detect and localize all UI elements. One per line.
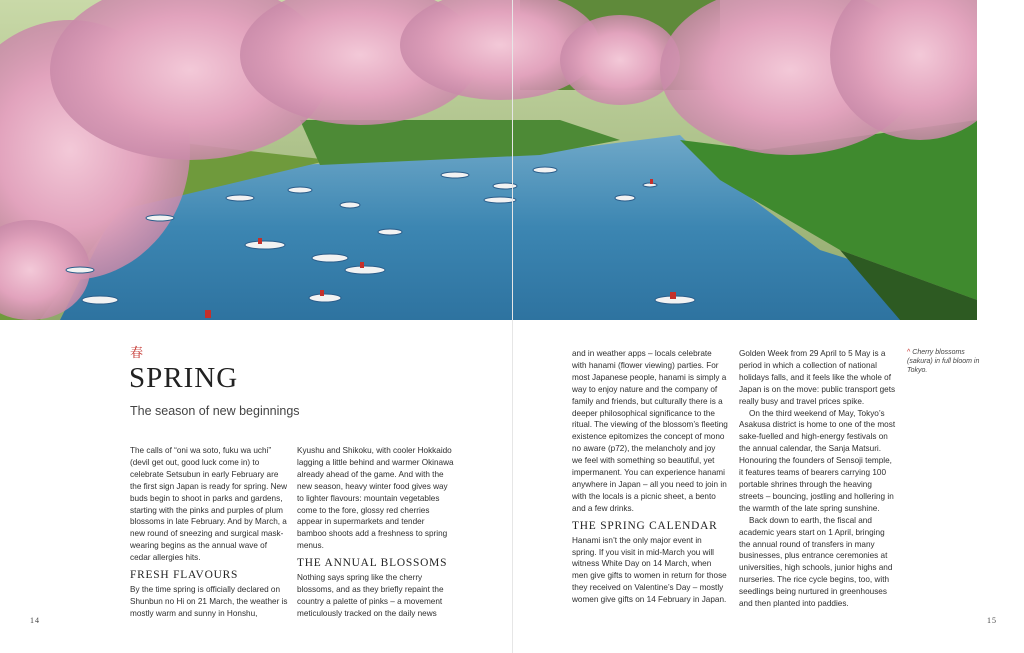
heading-spring-calendar: THE SPRING CALENDAR xyxy=(572,519,718,532)
page-gutter xyxy=(512,0,513,653)
caption-arrow-icon: ^ xyxy=(907,349,911,356)
photo-caption xyxy=(907,348,989,375)
paragraph: Hanami isn’t the only major event in spring. If you visit in mid-March you will witness White Day on 14 March, when men give gifts to women in return for those they received on Valentine’s Day – mostly women give gifts on 14 February in Japan. xyxy=(572,535,727,605)
section-title: SPRING xyxy=(129,362,239,394)
heading-fresh-flavours: FRESH FLAVOURS xyxy=(130,569,239,582)
paragraph: The calls of “oni wa soto, fuku wa uchi” (devil get out, good luck come in) to celebrate Setsubun in early February are the first sign Japan is ready for spring. New buds begin to shoot in parks and gardens, starting with the pinks and purples of plum blossoms in late February. And by March, a new round of sneezing and surgical mask-wearing begins as the annual wave of cedar allergies hits. xyxy=(130,446,287,563)
paragraph: Back down to earth, the fiscal and academic years start on 1 April, bringing the annual round of transfers in many businesses, plus entrance ceremonies at universities, high schools, junior highs and nurseries. The rice cycle begins, too, with seedlings being nurtured in greenhouses and then planted into paddies. xyxy=(739,515,893,609)
page-number-left: 14 xyxy=(30,616,40,625)
caption-text: Cherry blossoms (sakura) in full bloom in Tokyo. xyxy=(907,349,980,374)
paragraph: On the third weekend of May, Tokyo’s Asakusa district is home to one of the most sake-fuelled and high-energy festivals on the annual calendar, the Sanja Matsuri. Honouring the founders of Sensoji temple, it features teams of bearers carrying 100 portable shrines through the heaving streets – bouncing, jostling and hollering in the warmth of the late spring sunshine. xyxy=(739,408,896,513)
paragraph: Nothing says spring like the cherry blossoms, and as they briefly repaint the country a palette of pinks – a movement meticulously tracked on the daily news xyxy=(297,573,444,618)
section-subtitle: The season of new beginnings xyxy=(130,404,300,418)
paragraph: By the time spring is officially declared on Shunbun no Hi on 21 March, the weather is mostly warm and sunny in Honshu, xyxy=(130,584,288,618)
paragraph: and in weather apps – locals celebrate with hanami (flower viewing) parties. For most Japanese people, hanami is simply a way to enjoy nature and the company of family and friends, but culturally there is a deeper philosophical significance to the ritual. The viewing of the blossom’s fleeting existence epitomizes the concept of mono no aware (p72), the melancholy and joy we feel with something so beautiful, yet impermanent. You can experience hanami anywhere in Japan – all you need to join in with the locals is a picnic sheet, a bento and a few drinks. xyxy=(572,349,728,513)
heading-annual-blossoms: THE ANNUAL BLOSSOMS xyxy=(297,557,448,570)
page-number-right: 15 xyxy=(987,616,997,625)
paragraph: Kyushu and Shikoku, with cooler Hokkaido lagging a little behind and warmer Okinawa already ahead of the game. And with the new season, heavy winter food gives way to lighter flavours: mountain vegetables come to the fore, glossy red cherries appear in supermarkets and tender bamboo shoots add a freshness to spring menus. xyxy=(297,446,454,551)
section-kanji: 春 xyxy=(130,346,144,361)
text-column-4 xyxy=(739,348,897,610)
cherry-blossom-photo xyxy=(0,0,977,320)
paragraph: Golden Week from 29 April to 5 May is a period in which a collection of national holidays falls, and it feels like the whole of Japan is on the move: public transport gets really busy and travel prices spike. xyxy=(739,349,896,406)
text-column-2 xyxy=(297,445,455,620)
text-column-3 xyxy=(572,348,728,606)
text-column-1 xyxy=(130,445,288,620)
